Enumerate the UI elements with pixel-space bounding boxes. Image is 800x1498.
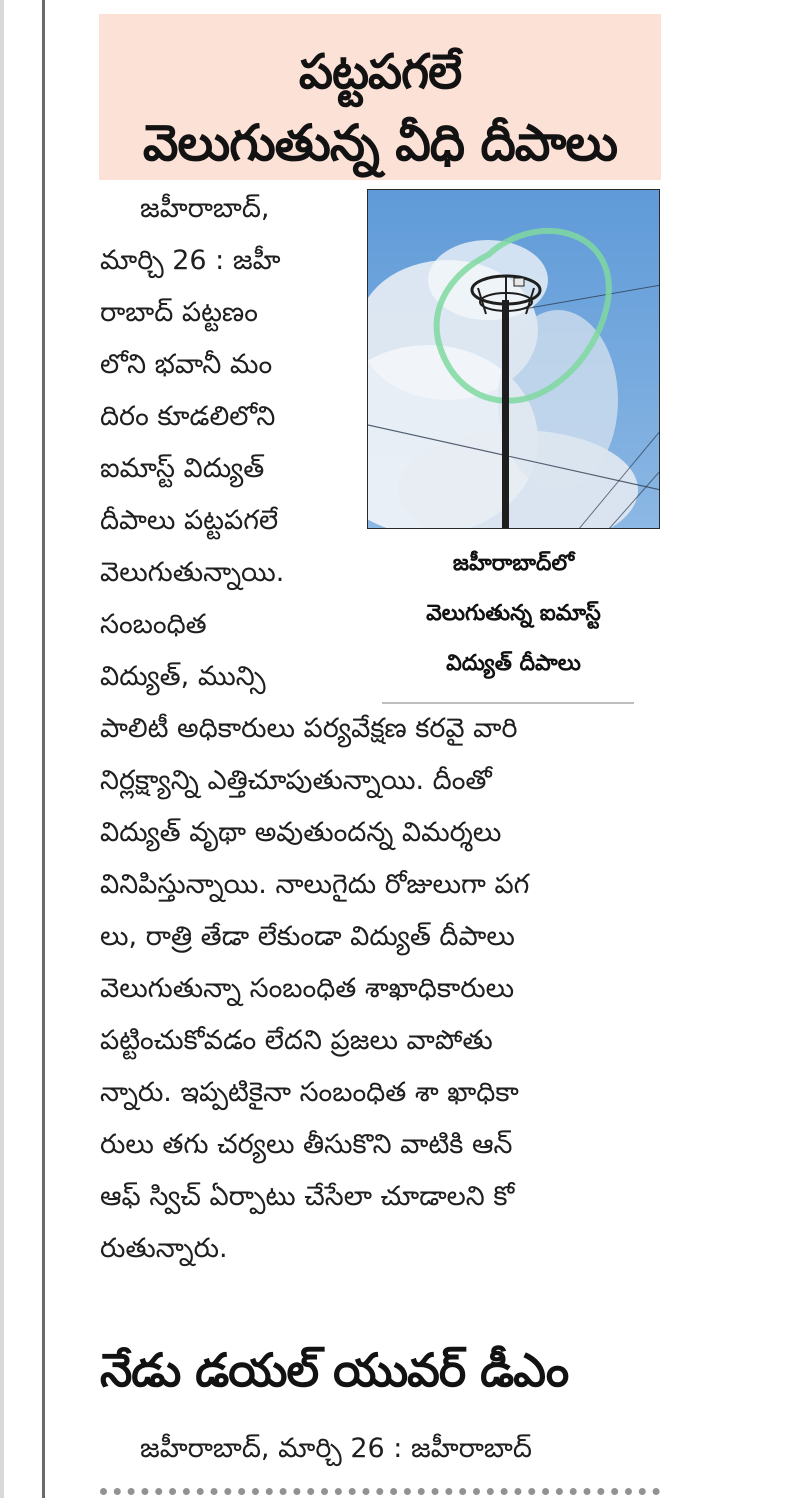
- body-line: మార్చి 26 : జహీ: [100, 245, 281, 276]
- body-line: రాబాద్ పట్టణం: [100, 297, 258, 328]
- body-line: ఐమాస్ట్ విద్యుత్: [100, 453, 265, 484]
- body-line: విద్యుత్ వృథా అవుతుందన్న విమర్శలు: [100, 817, 502, 848]
- body-line: పట్టించుకోవడం లేదని ప్రజలు వాపోతు: [100, 1025, 493, 1056]
- page-edge: [0, 0, 4, 1498]
- body-line: వినిపిస్తున్నాయి. నాలుగైదు రోజులుగా పగ: [100, 869, 530, 900]
- body-line: వెలుగుతున్నా సంబంధిత శాఖాధికారులు: [100, 973, 515, 1004]
- body-line: లు, రాత్రి తేడా లేకుండా విద్యుత్ దీపాలు: [100, 921, 515, 952]
- caption-divider: [382, 702, 634, 704]
- body-line: రులు తగు చర్యలు తీసుకొని వాటికి ఆన్: [100, 1129, 513, 1160]
- body-line: పాలిటీ అధికారులు పర్యవేక్షణ కరవై వారి: [100, 713, 518, 744]
- street-light-photo-icon: [368, 190, 660, 529]
- body-line: వెలుగుతున్నాయి.: [100, 557, 285, 588]
- body-line: లోని భవానీ మం: [100, 349, 273, 380]
- body-line: దిరం కూడలిలోని: [100, 401, 276, 432]
- photo-caption-line-3: విద్యుత్ దీపాలు: [446, 651, 581, 676]
- article2-headline: నేడు డయల్ యువర్ డీఎం: [100, 1343, 569, 1397]
- column-divider: [42, 0, 45, 1498]
- body-line: న్నారు. ఇప్పటికైనా సంబంధిత శా ఖాధికా: [100, 1077, 519, 1108]
- body-line: విద్యుత్, మున్సి: [100, 661, 266, 692]
- headline-line-1: పట్టపగలే: [298, 44, 462, 100]
- headline-box: [99, 14, 661, 180]
- body-line: రుతున్నారు.: [100, 1233, 228, 1264]
- street-light-photo: [367, 189, 660, 529]
- headline-line-2: వెలుగుతున్న వీధి దీపాలు: [142, 114, 618, 172]
- photo-caption-line-2: వెలుగుతున్న ఐమాస్ట్: [426, 601, 601, 626]
- article2-first-line: జహీరాబాద్, మార్చి 26 : జహీరాబాద్: [140, 1433, 532, 1464]
- body-line: జహీరాబాద్,: [140, 193, 270, 224]
- body-line: ఆఫ్ స్విచ్ ఏర్పాటు చేసేలా చూడాలని కో: [100, 1181, 515, 1212]
- body-line: సంబంధిత: [100, 609, 207, 640]
- photo-caption-line-1: జహీరాబాద్‌లో: [452, 551, 575, 576]
- cropped-text-line: [100, 1484, 660, 1498]
- body-line: దీపాలు పట్టపగలే: [100, 505, 279, 536]
- body-line: నిర్లక్ష్యాన్ని ఎత్తిచూపుతున్నాయి. దీంతో: [100, 765, 492, 796]
